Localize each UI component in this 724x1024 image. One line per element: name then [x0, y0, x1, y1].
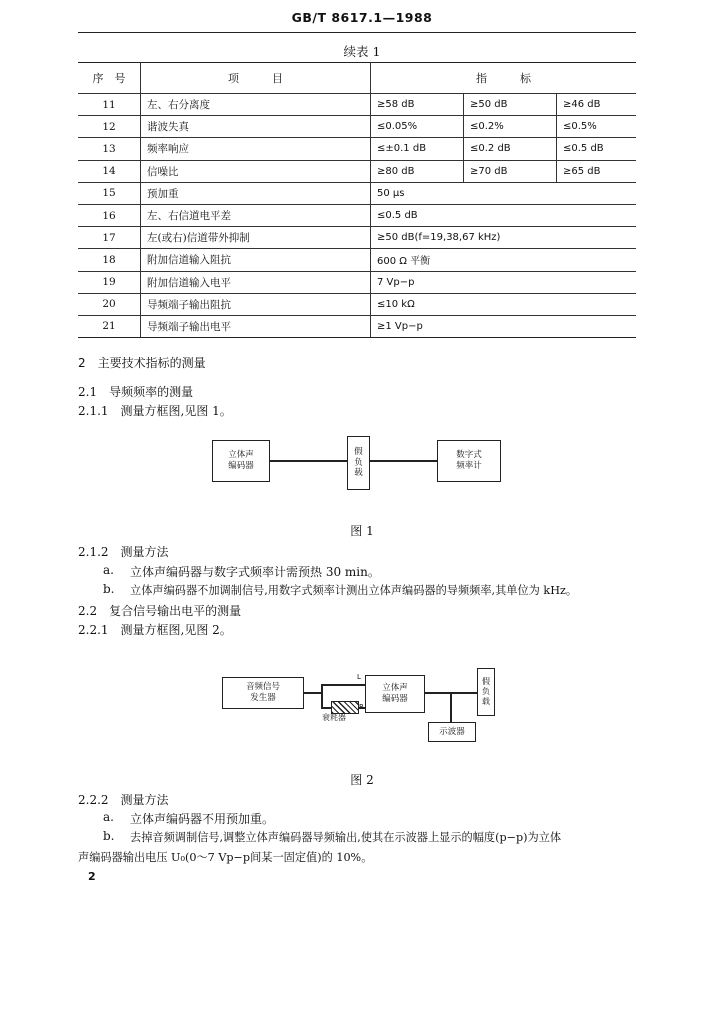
fig1-load-char: 载 — [354, 468, 363, 479]
row-no: 20 — [78, 293, 141, 315]
row-no: 16 — [78, 204, 141, 226]
fig1-wire-1 — [270, 460, 347, 462]
section-2-heading: 2 主要技术指标的测量 — [78, 356, 206, 370]
row-item: 左(或右)信道带外抑制 — [141, 227, 371, 249]
fig2-wire-l — [321, 684, 365, 686]
table-row — [78, 271, 636, 293]
item-b-label: b. — [103, 829, 115, 843]
row-value: ≥46 dB — [557, 94, 637, 116]
row-item: 预加重 — [141, 182, 371, 204]
row-value: ≥80 dB — [371, 160, 464, 182]
item-a-text: 立体声编码器不用预加重。 — [130, 812, 275, 826]
row-value: ≤0.05% — [371, 116, 464, 138]
row-value: ≤0.2 dB — [464, 138, 557, 160]
table-row — [78, 94, 636, 116]
fig2-generator-line: 音频信号 — [245, 682, 280, 693]
fig2-wire-scope — [450, 692, 452, 722]
item-a-label: a. — [103, 563, 114, 577]
row-value: ≤10 kΩ — [371, 293, 637, 315]
row-value: ≥65 dB — [557, 160, 637, 182]
item-a-label: a. — [103, 810, 114, 824]
fig2-label-r: R — [359, 703, 364, 711]
table-row — [78, 315, 636, 337]
table-row — [78, 227, 636, 249]
section-2-2-heading: 2.2 复合信号输出电平的测量 — [78, 604, 242, 618]
section-2-1-heading: 2.1 导频频率的测量 — [78, 385, 194, 399]
figure-1-caption: 图 1 — [350, 524, 374, 538]
fig2-scope-box: 示波器 — [428, 722, 476, 742]
fig1-encoder-box — [212, 440, 270, 482]
section-2-1-2: 2.1.2 测量方法 — [78, 545, 169, 559]
row-no: 12 — [78, 116, 141, 138]
table-row — [78, 204, 636, 226]
fig1-load-char: 负 — [354, 457, 363, 468]
table-row — [78, 116, 636, 138]
row-item: 附加信道输入电平 — [141, 271, 371, 293]
table-header-row — [78, 63, 636, 94]
table-row — [78, 249, 636, 271]
header-no: 序 号 — [78, 63, 141, 94]
fig2-load-char: 载 — [482, 697, 490, 706]
row-value: ≥50 dB — [464, 94, 557, 116]
row-item: 谐波失真 — [141, 116, 371, 138]
fig1-load-char: 假 — [354, 447, 363, 458]
section-2-1-1: 2.1.1 测量方框图,见图 1。 — [78, 404, 232, 418]
fig1-encoder-line: 编码器 — [228, 461, 254, 471]
header-rule — [78, 32, 636, 33]
spec-table — [78, 62, 636, 338]
fig2-label-l: L — [357, 673, 361, 681]
section-2-2-1: 2.2.1 测量方框图,见图 2。 — [78, 623, 232, 637]
row-value: ≥50 dB(f=19,38,67 kHz) — [371, 227, 637, 249]
row-item: 信噪比 — [141, 160, 371, 182]
fig2-load-char: 负 — [482, 687, 490, 696]
item-b-label: b. — [103, 582, 115, 596]
fig2-encoder-line: 编码器 — [382, 694, 408, 704]
row-value: ≤±0.1 dB — [371, 138, 464, 160]
row-value: ≤0.5 dB — [557, 138, 637, 160]
fig2-wire-gen — [304, 692, 322, 694]
fig1-encoder-line: 立体声 — [228, 450, 254, 461]
row-no: 14 — [78, 160, 141, 182]
row-value: ≤0.2% — [464, 116, 557, 138]
item-b-text-line1: 去掉音频调制信号,调整立体声编码器导频输出,使其在示波器上显示的幅度(p−p)为立体 — [130, 831, 562, 844]
row-value: 7 Vp−p — [371, 271, 637, 293]
row-no: 18 — [78, 249, 141, 271]
row-no: 17 — [78, 227, 141, 249]
standard-code: GB/T 8617.1—1988 — [291, 10, 433, 25]
fig1-load-box — [347, 436, 370, 490]
row-no: 15 — [78, 182, 141, 204]
row-value: ≥70 dB — [464, 160, 557, 182]
row-value: 50 μs — [371, 182, 637, 204]
row-value: ≤0.5 dB — [371, 204, 637, 226]
fig2-generator-line: 发生器 — [250, 693, 276, 703]
table-row — [78, 138, 636, 160]
row-no: 11 — [78, 94, 141, 116]
fig2-attenuator-label: 衰耗器 — [322, 713, 346, 722]
row-value: ≥58 dB — [371, 94, 464, 116]
section-2-2-2: 2.2.2 测量方法 — [78, 793, 169, 807]
fig1-counter-line: 数字式 — [456, 450, 482, 461]
item-a-text: 立体声编码器与数字式频率计需预热 30 min。 — [130, 565, 380, 579]
figure-2-caption: 图 2 — [350, 773, 374, 787]
row-value: ≤0.5% — [557, 116, 637, 138]
row-no: 19 — [78, 271, 141, 293]
row-item: 导频端子输出阻抗 — [141, 293, 371, 315]
table-caption: 续表 1 — [343, 44, 381, 59]
row-item: 左、右分离度 — [141, 94, 371, 116]
row-item: 左、右信道电平差 — [141, 204, 371, 226]
fig2-load-char: 假 — [482, 677, 490, 686]
fig2-wire-r-left — [321, 707, 331, 709]
table-row — [78, 182, 636, 204]
row-value: ≥1 Vp−p — [371, 315, 637, 337]
fig1-wire-2 — [370, 460, 437, 462]
row-value: 600 Ω 平衡 — [371, 249, 637, 271]
page-number: 2 — [88, 870, 96, 883]
header-spec: 指 标 — [371, 63, 637, 94]
item-b-text-line2: 声编码器输出电压 U₀(0～7 Vp−p间某一固定值)的 10%。 — [78, 851, 373, 864]
fig1-counter-box — [437, 440, 501, 482]
row-item: 导频端子输出电平 — [141, 315, 371, 337]
fig1-counter-line: 频率计 — [456, 461, 482, 471]
header-item: 项 目 — [141, 63, 371, 94]
row-no: 13 — [78, 138, 141, 160]
fig2-encoder-line: 立体声 — [382, 683, 408, 694]
fig2-load-box — [477, 668, 495, 716]
item-b-text: 立体声编码器不加调制信号,用数字式频率计测出立体声编码器的导频频率,其单位为 kHz。 — [130, 584, 578, 597]
row-item: 频率响应 — [141, 138, 371, 160]
row-item: 附加信道输入阻抗 — [141, 249, 371, 271]
fig2-encoder-box — [365, 675, 425, 713]
table-row — [78, 293, 636, 315]
fig2-generator-box — [222, 677, 304, 709]
table-row — [78, 160, 636, 182]
fig2-wire-split — [321, 684, 323, 708]
row-no: 21 — [78, 315, 141, 337]
